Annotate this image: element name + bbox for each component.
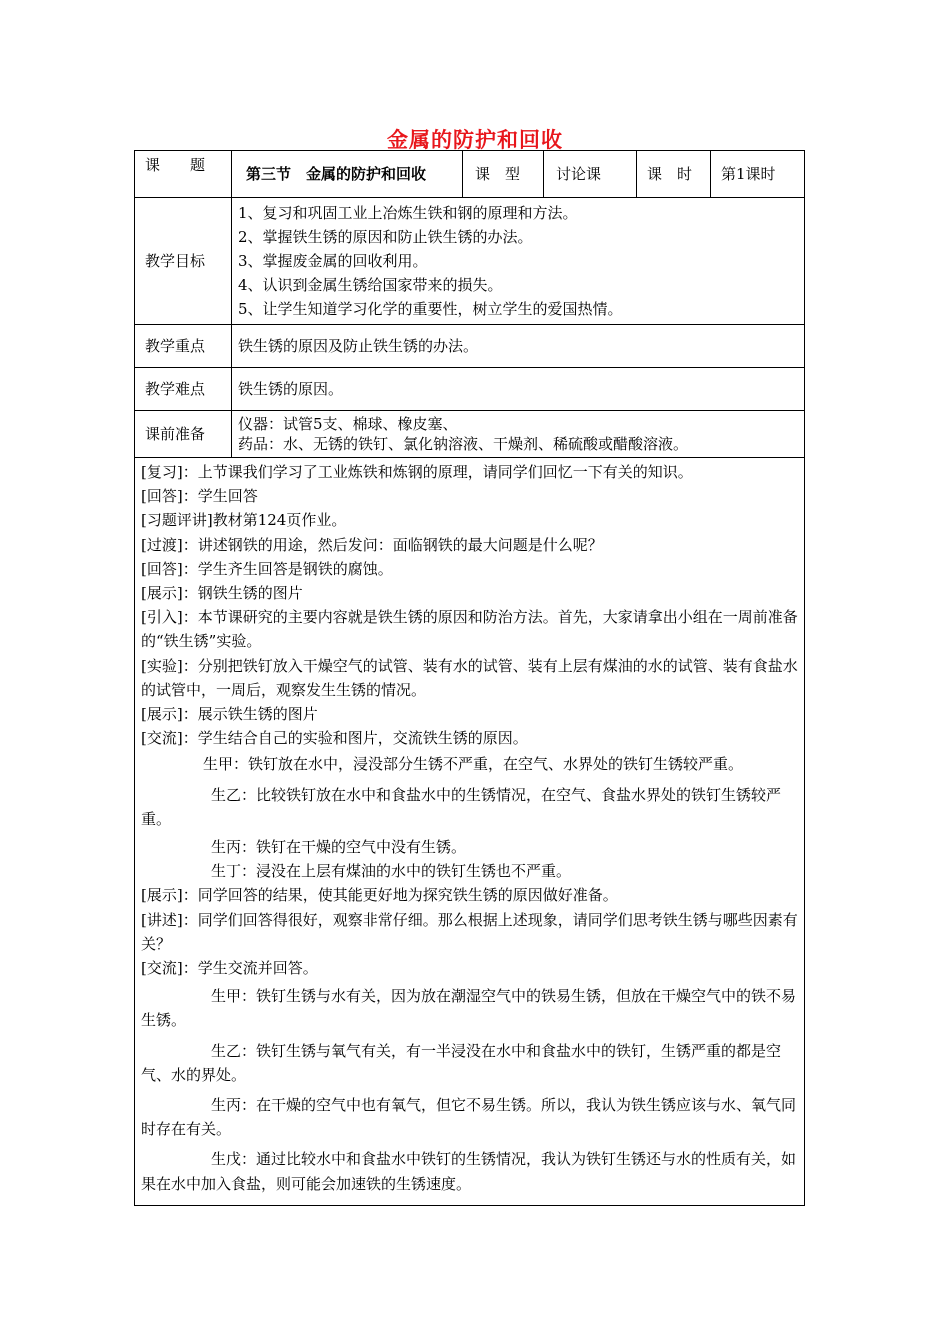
student-answer: 生乙：铁钉生锈与氧气有关，有一半浸没在水中和食盐水中的铁钉，生锈严重的都是空气、水的界处。 xyxy=(141,1041,782,1084)
process-line: [讲述]：同学们回答得很好，观察非常仔细。那么根据上述现象，请同学们思考铁生锈与哪些因素有关？ xyxy=(141,910,798,953)
prep-label: 课前准备 xyxy=(135,411,232,458)
goals-list xyxy=(232,198,805,325)
prep-reagents: 药品：水、无锈的铁钉、氯化钠溶液、干燥剂、稀硫酸或醋酸溶液。 xyxy=(238,435,689,453)
student-answer: 生丁：浸没在上层有煤油的水中的铁钉生锈也不严重。 xyxy=(211,862,572,881)
goals-row xyxy=(135,198,805,325)
key-point-row xyxy=(135,325,805,368)
process-line: [过渡]：讲述钢铁的用途，然后发问：面临钢铁的最大问题是什么呢？ xyxy=(141,535,603,554)
topic-value: 第三节 金属的防护和回收 xyxy=(232,151,463,198)
difficulty-row xyxy=(135,368,805,411)
student-answer: 生戊：通过比较水中和食盐水中铁钉的生锈情况，我认为铁钉生锈还与水的性质有关，如果在水中加入食盐，则可能会加速铁的生锈速度。 xyxy=(141,1150,797,1193)
student-answer: 生丙：铁钉在干燥的空气中没有生锈。 xyxy=(211,838,467,857)
process-line: [复习]：上节课我们学习了工业炼铁和炼钢的原理，请同学们回忆一下有关的知识。 xyxy=(141,463,693,481)
student-answer: 生丙：在干燥的空气中也有氧气，但它不易生锈。所以，我认为铁生锈应该与水、氧气同时存在有关。 xyxy=(141,1096,797,1139)
goal-item: 1、复习和巩固工业上冶炼生铁和钢的原理和方法。 xyxy=(238,204,578,222)
process-line: [习题评讲]教材第124页作业。 xyxy=(141,511,347,530)
type-value: 讨论课 xyxy=(544,151,637,198)
student-answer: 生乙：比较铁钉放在水中和食盐水中的生锈情况，在空气、食盐水界处的铁钉生锈较严重。 xyxy=(141,785,782,828)
process-row xyxy=(135,458,805,1206)
goal-item: 2、掌握铁生锈的原因和防止铁生锈的办法。 xyxy=(238,228,533,246)
page-title: 金属的防护和回收 xyxy=(387,127,563,152)
process-line: [交流]：学生交流并回答。 xyxy=(141,959,318,978)
teaching-process xyxy=(135,458,805,1206)
hours-value: 第1课时 xyxy=(711,151,805,198)
process-line: [展示]：同学回答的结果，使其能更好地为探究铁生锈的原因做好准备。 xyxy=(141,886,618,905)
process-line: [交流]：学生结合自己的实验和图片，交流铁生锈的原因。 xyxy=(141,729,528,748)
goal-item: 3、掌握废金属的回收利用。 xyxy=(238,252,428,270)
goals-label: 教学目标 xyxy=(135,198,232,325)
student-answer: 生甲：铁钉放在水中，浸没部分生锈不严重，在空气、水界处的铁钉生锈较严重。 xyxy=(203,755,744,774)
process-line: [回答]：学生齐生回答是钢铁的腐蚀。 xyxy=(141,559,393,578)
prep-row xyxy=(135,411,805,458)
difficulty-label: 教学难点 xyxy=(135,368,232,411)
lesson-plan-table xyxy=(134,150,805,1206)
process-line: [展示]：展示铁生锈的图片 xyxy=(141,705,318,724)
topic-label: 课 题 xyxy=(135,151,232,198)
difficulty-value: 铁生锈的原因。 xyxy=(232,368,805,411)
process-line: [展示]：钢铁生锈的图片 xyxy=(141,584,303,603)
student-answer: 生甲：铁钉生锈与水有关，因为放在潮湿空气中的铁易生锈，但放在干燥空气中的铁不易生锈。 xyxy=(141,987,797,1030)
process-line: [引入]：本节课研究的主要内容就是铁生锈的原因和防治方法。首先，大家请拿出小组在一周前准备的“铁生锈”实验。 xyxy=(141,608,798,651)
prep-instruments: 仪器：试管5支、棉球、橡皮塞、 xyxy=(238,414,458,433)
type-label: 课 型 xyxy=(463,151,544,198)
hours-label: 课 时 xyxy=(637,151,711,198)
process-line: [实验]：分别把铁钉放入干燥空气的试管、装有水的试管、装有上层有煤油的水的试管、装有食盐水的试管中，一周后，观察发生生锈的情况。 xyxy=(141,656,798,699)
prep-content xyxy=(232,411,805,458)
process-line: [回答]：学生回答 xyxy=(141,487,258,506)
goal-item: 4、认识到金属生锈给国家带来的损失。 xyxy=(238,276,503,294)
goal-item: 5、让学生知道学习化学的重要性，树立学生的爱国热情。 xyxy=(238,300,623,318)
header-row xyxy=(135,151,805,198)
key-point-value: 铁生锈的原因及防止铁生锈的办法。 xyxy=(232,325,805,368)
key-point-label: 教学重点 xyxy=(135,325,232,368)
